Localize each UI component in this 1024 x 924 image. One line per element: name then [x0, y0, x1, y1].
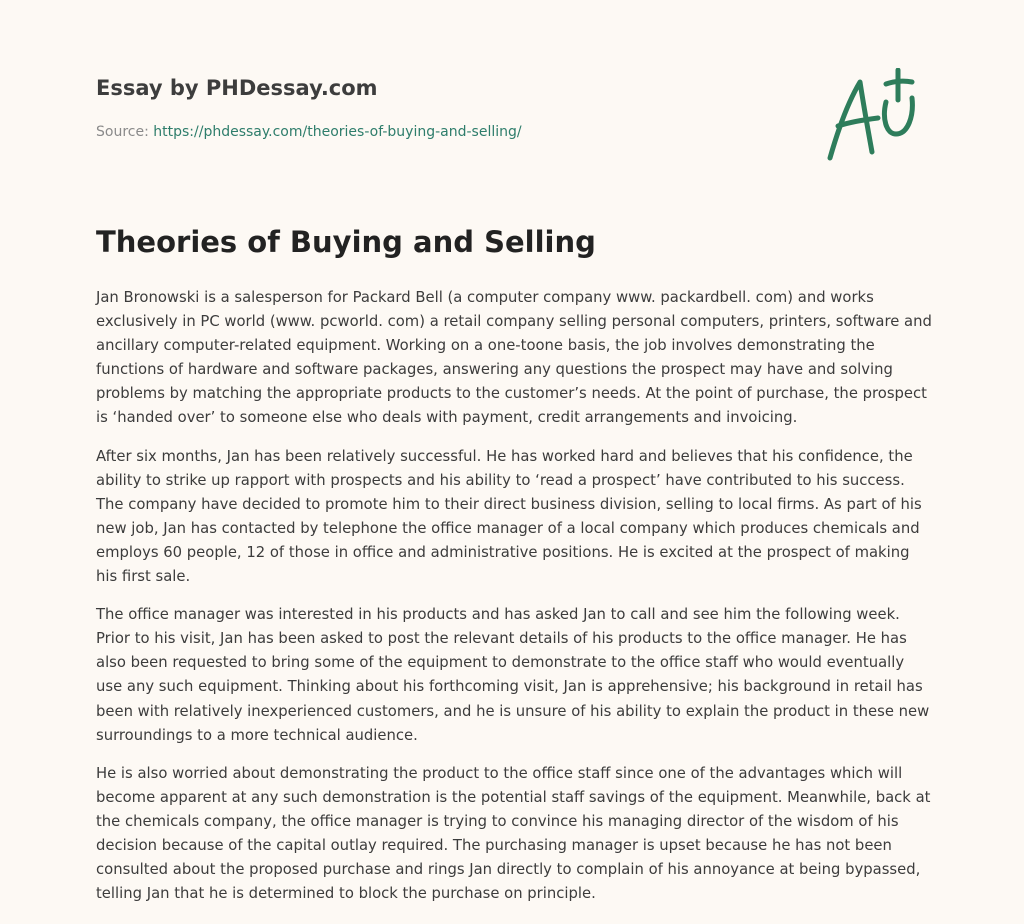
site-brand-title: Essay by PHDessay.com	[96, 76, 378, 100]
essay-paragraph: He is also worried about demonstrating the product to the office staff since one of the advantages which will become apparent at any such demonstration is the potential staff savings of the equipment. Meanwhile, back at the chemicals company, the office manager is trying to convince his managing director of the wisdom of his decision because of the capital outlay required. The purchasing manager is upset because he has not been consulted about the proposed purchase and rings Jan directly to complain of his annoyance at being bypassed, telling Jan that he is determined to block the purchase on principle.	[96, 764, 931, 903]
a-plus-logo-icon	[812, 68, 924, 168]
essay-body	[96, 286, 932, 920]
essay-title: Theories of Buying and Selling	[96, 225, 596, 259]
source-link[interactable]: https://phdessay.com/theories-of-buying-and-selling/	[153, 124, 522, 140]
essay-paragraph: The office manager was interested in his products and has asked Jan to call and see him the following week. Prior to his visit, Jan has been asked to post the relevant details of his products to the office manager. He has also been requested to bring some of the equipment to demonstrate to the office staff who would eventually use any such equipment. Thinking about his forthcoming visit, Jan is apprehensive; his background in retail has been with relatively inexperienced customers, and he is unsure of his ability to explain the product in these new surroundings to a more technical audience.	[96, 606, 930, 744]
source-line	[96, 124, 522, 140]
essay-paragraph: Jan Bronowski is a salesperson for Packard Bell (a computer company www. packardbell. com) and works exclusively in PC world (www. pcworld. com) a retail company selling personal computers, printers, software and ancillary computer-related equipment. Working on a one-toone basis, the job involves demonstrating the functions of hardware and software packages, answering any questions the prospect may have and solving problems by matching the appropriate products to the customer’s needs. At the point of purchase, the prospect is ‘handed over’ to someone else who deals with payment, credit arrangements and invoicing.	[96, 289, 932, 427]
essay-paragraph: After six months, Jan has been relatively successful. He has worked hard and believes that his confidence, the ability to strike up rapport with prospects and his ability to ‘read a prospect’ have contributed to his success. The company have decided to promote him to their direct business division, selling to local firms. As part of his new job, Jan has contacted by telephone the office manager of a local company which produces chemicals and employs 60 people, 12 of those in office and administrative positions. He is excited at the prospect of making his first sale.	[96, 447, 922, 586]
source-label: Source:	[96, 124, 154, 140]
